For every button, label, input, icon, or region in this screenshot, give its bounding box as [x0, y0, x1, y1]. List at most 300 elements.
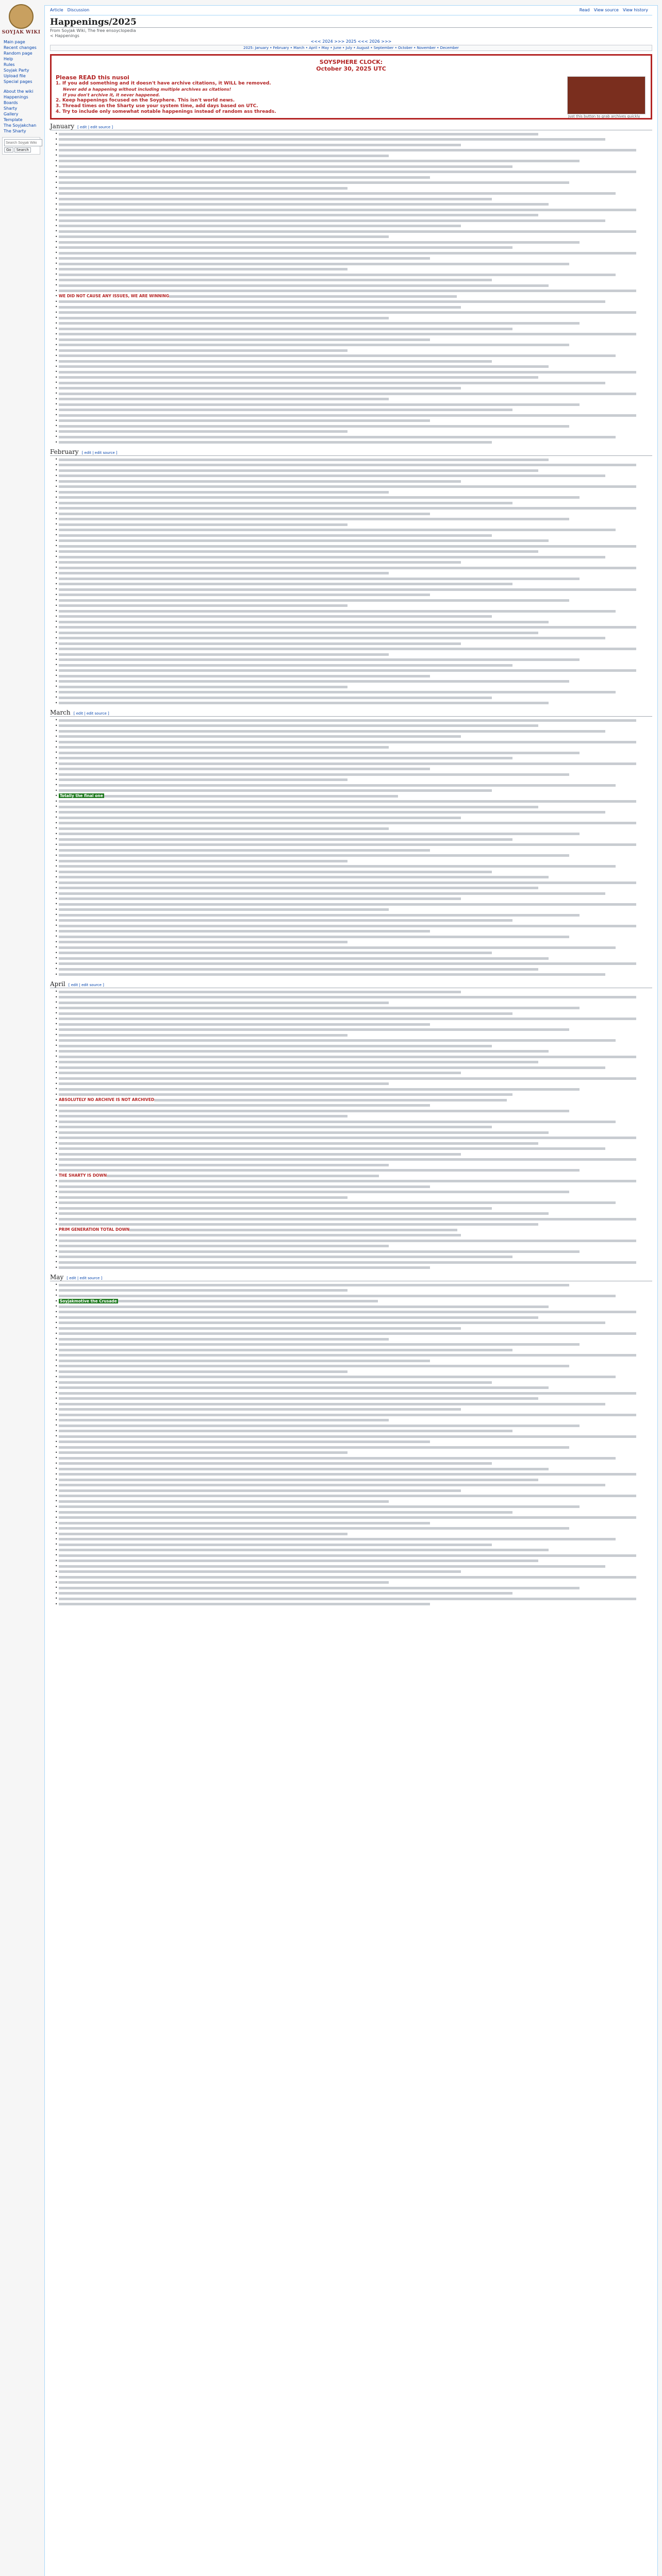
happening-entry [55, 224, 652, 229]
entry-text-placeholder [59, 675, 430, 677]
entry-text-placeholder [59, 1250, 580, 1253]
entries-march [50, 718, 652, 977]
entries-february [50, 457, 652, 706]
entry-text-placeholder [59, 322, 580, 325]
tab-left-1[interactable]: Discussion [67, 8, 90, 12]
page-subtitle: From Soyjak Wiki, The free ensoyclopedia [50, 28, 136, 33]
happening-entry [55, 1439, 652, 1445]
entry-text-placeholder [59, 1533, 347, 1535]
edit-section-link[interactable]: [ edit | edit source ] [73, 711, 109, 716]
happening-entry [55, 1407, 652, 1413]
entry-text-placeholder [59, 691, 616, 693]
happening-entry [55, 864, 652, 870]
entry-text-placeholder [59, 1538, 616, 1540]
happening-entry [55, 636, 652, 641]
happening-entry [55, 690, 652, 696]
sidebar [0, 0, 42, 158]
happening-entry [55, 402, 652, 408]
edit-section-link[interactable]: [ edit | edit source ] [81, 451, 118, 455]
sidebar-link-0[interactable]: About the wiki [4, 89, 34, 94]
happening-entry [55, 1515, 652, 1521]
entry-text-placeholder [59, 784, 616, 787]
happening-entry [55, 1032, 652, 1038]
entry-text-placeholder [59, 1306, 549, 1308]
clock-title: SOYSPHERE CLOCK: [319, 59, 383, 65]
entry-text-placeholder [59, 1414, 636, 1416]
sidebar-link-7[interactable]: The Sharty [4, 129, 26, 133]
entry-text-placeholder [59, 1240, 636, 1242]
month-title: May [50, 1274, 64, 1281]
entry-text-placeholder [59, 1370, 347, 1373]
happening-entry [55, 826, 652, 832]
happening-entry [55, 614, 652, 620]
sidebar-item-7[interactable]: Special pages [4, 79, 32, 84]
edit-section-link[interactable]: [ edit | edit source ] [67, 1276, 103, 1280]
happening-entry [55, 1564, 652, 1569]
entry-text-placeholder [59, 311, 636, 314]
entry-text-placeholder [59, 1164, 389, 1166]
entry-text-placeholder [59, 583, 512, 585]
happening-entry [55, 1288, 652, 1294]
notice-heading: Please READ this nusoi [56, 74, 129, 81]
entries-may [50, 1282, 652, 1607]
entry-text-placeholder [59, 806, 538, 808]
happening-entry [55, 479, 652, 484]
happening-entry [55, 1200, 652, 1206]
entry-text-placeholder [59, 556, 605, 558]
entry-text-placeholder [59, 1191, 569, 1193]
happening-entry [55, 1016, 652, 1022]
month-heading-march [50, 709, 652, 717]
happening-entry [55, 1353, 652, 1359]
sidebar-link-2[interactable]: Boards [4, 100, 18, 105]
notice-sub-1: Never add a happening without including multiple archives as citations! [63, 87, 231, 92]
entry-text-placeholder [59, 344, 569, 346]
happening-entry [55, 272, 652, 278]
happening-entry [55, 869, 652, 875]
year-nav[interactable]: <<< 2024 >>> 2025 <<< 2026 >>> [310, 39, 392, 44]
happening-entry [55, 1011, 652, 1016]
sidebar-item-5[interactable]: Soyjak Party [4, 68, 29, 73]
happening-entry [55, 332, 652, 337]
entry-text-placeholder [59, 854, 569, 857]
entry-text-placeholder [59, 1554, 636, 1557]
happening-entry [55, 728, 652, 734]
happening-entry [55, 788, 652, 794]
entry-text-placeholder [59, 887, 538, 889]
entry-text-placeholder [59, 973, 605, 976]
happening-entry [55, 1466, 652, 1472]
entry-text-placeholder [59, 865, 616, 868]
happening-entry [55, 1222, 652, 1228]
edit-section-link[interactable]: [ edit | edit source ] [77, 125, 113, 129]
months-nav[interactable]: 2025: January • February • March • April • May • June • July • August • September • October • November • December [50, 45, 652, 51]
entry-text-placeholder [59, 1570, 461, 1573]
logo-text: SOYJAK WIKI [2, 30, 41, 35]
happening-entry [55, 484, 652, 490]
entry-text-placeholder [59, 523, 347, 526]
tab-right-2[interactable]: View history [622, 8, 648, 12]
entry-text-placeholder [59, 464, 636, 466]
sidebar-link-3[interactable]: Sharty [4, 106, 18, 111]
entry-text-placeholder [59, 279, 492, 281]
entry-text-placeholder [59, 425, 569, 428]
search-button[interactable]: Search [14, 147, 31, 152]
happening-entry [55, 278, 652, 283]
month-heading-january [50, 123, 652, 130]
entry-text-placeholder [59, 637, 605, 639]
entry-text-placeholder [59, 1045, 492, 1047]
entry-text-placeholder [59, 1376, 616, 1378]
entry-text-placeholder [59, 1489, 461, 1492]
entry-text-placeholder [59, 594, 430, 596]
happening-entry [55, 608, 652, 614]
entry-text-placeholder [59, 393, 636, 395]
happening-entry [55, 1472, 652, 1478]
entry-text-placeholder [59, 1338, 389, 1341]
happening-entry [55, 1326, 652, 1331]
notice-rule-1: 1. If you add something and it doesn't have archive citations, it WILL be removed. [56, 81, 271, 86]
happening-entry [55, 353, 652, 359]
happening-entry [55, 848, 652, 853]
happening-entry [55, 842, 652, 848]
entry-text-placeholder [59, 897, 461, 900]
entry-text-placeholder [59, 241, 580, 244]
happening-entry [55, 1157, 652, 1163]
highlighted-text: THE SHARTY IS DOWN [58, 1173, 107, 1178]
happening-entry [55, 951, 652, 956]
happening-entry [55, 1542, 652, 1548]
entry-text-placeholder [59, 561, 461, 564]
sidebar-item-2[interactable]: Random page [4, 51, 32, 56]
entry-text-placeholder [59, 1327, 461, 1330]
sidebar-link-5[interactable]: Template [4, 117, 23, 122]
entry-text-placeholder [59, 1072, 461, 1074]
happening-entry [55, 967, 652, 972]
happening-entry [55, 1434, 652, 1439]
happening-entry [55, 1585, 652, 1591]
happening-entry [55, 625, 652, 631]
happening-entry [55, 391, 652, 397]
happening-entry [55, 1331, 652, 1337]
entry-text-placeholder [59, 371, 636, 374]
happening-entry [55, 408, 652, 413]
month-title: January [50, 123, 75, 130]
entry-text-placeholder [59, 268, 347, 270]
entry-text-placeholder [59, 914, 580, 917]
happening-entry [55, 343, 652, 348]
entry-text-placeholder [59, 192, 616, 195]
happening-entry [55, 256, 652, 262]
entry-text-placeholder [59, 1565, 605, 1568]
entry-text-placeholder [59, 398, 389, 400]
entry-text-placeholder [59, 833, 580, 835]
happening-entry [55, 1195, 652, 1200]
entry-text-placeholder [59, 469, 538, 472]
entry-text-placeholder [59, 1002, 389, 1004]
happening-entry [55, 1076, 652, 1081]
entry-text-placeholder [59, 1295, 616, 1297]
entry-text-placeholder [59, 719, 636, 722]
happening-entry [55, 576, 652, 582]
happening-entry [55, 386, 652, 392]
notice-rule-2: 2. Keep happenings focused on the Soyphere. This isn't world news. [56, 98, 235, 103]
happening-entry [55, 364, 652, 370]
entries-january [50, 131, 652, 445]
entry-text-placeholder [59, 800, 636, 803]
entry-text-placeholder [59, 1023, 430, 1026]
entry-text-placeholder [59, 1066, 605, 1069]
entry-text-placeholder [59, 317, 389, 319]
entry-text-placeholder [59, 507, 636, 510]
entry-text-placeholder [59, 306, 461, 309]
happening-entry [55, 1401, 652, 1407]
happening-entry [55, 1423, 652, 1429]
happening-entry [55, 1087, 652, 1092]
happening-entry [55, 1097, 652, 1103]
entry-text-placeholder [59, 225, 461, 227]
entry-text-placeholder [59, 1126, 492, 1128]
entry-text-placeholder [59, 1435, 636, 1438]
entry-text-placeholder [59, 485, 636, 488]
happening-entry [55, 1488, 652, 1494]
entry-text-placeholder [59, 1403, 605, 1405]
happening-entry [55, 522, 652, 528]
happening-entry [55, 1190, 652, 1195]
entry-text-placeholder [59, 436, 616, 438]
entry-text-placeholder [59, 1549, 549, 1551]
happening-entry [55, 283, 652, 289]
happening-entry [55, 517, 652, 522]
happening-entry [55, 1114, 652, 1120]
happening-entry [55, 995, 652, 1001]
breadcrumb[interactable]: < Happenings [50, 33, 79, 38]
happening-entry [55, 767, 652, 772]
highlighted-text: Soyjakmotive the Crusade [59, 1298, 117, 1303]
sidebar-item-1[interactable]: Recent changes [4, 45, 37, 50]
happening-entry [55, 777, 652, 783]
happening-entry [55, 907, 652, 913]
entry-text-placeholder [59, 1131, 549, 1134]
sidebar-link-4[interactable]: Gallery [4, 112, 19, 116]
happening-entry [55, 837, 652, 842]
sidebar-link-1[interactable]: Happenings [4, 95, 28, 99]
happening-entry [55, 1455, 652, 1461]
entry-text-placeholder [59, 680, 569, 683]
happening-entry [55, 245, 652, 251]
happening-entry [55, 1141, 652, 1146]
entry-text-placeholder [59, 539, 549, 542]
entry-text-placeholder [59, 1462, 492, 1465]
entry-text-placeholder [59, 882, 636, 884]
entry-text-placeholder [59, 572, 389, 574]
entry-text-placeholder [59, 908, 389, 911]
happening-entry [55, 1103, 652, 1109]
entry-text-placeholder [59, 1245, 389, 1247]
happening-entry [55, 858, 652, 864]
tab-bar [50, 8, 652, 15]
happening-entry [55, 218, 652, 224]
tabs-right [580, 8, 652, 15]
entry-text-placeholder [59, 1012, 512, 1015]
entry-text-placeholder [59, 349, 347, 352]
tab-right-0[interactable]: Read [579, 8, 590, 12]
entry-text-placeholder [59, 632, 538, 634]
happening-entry [55, 1391, 652, 1396]
happening-entry [55, 641, 652, 647]
entry-text-placeholder [59, 1207, 492, 1210]
happening-entry [55, 137, 652, 143]
entry-text-placeholder [59, 480, 461, 483]
happening-entry [55, 170, 652, 175]
happening-entry [55, 1504, 652, 1510]
happening-entry [55, 463, 652, 468]
entry-text-placeholder [59, 149, 636, 151]
entry-text-placeholder [59, 274, 616, 276]
happening-entry [55, 821, 652, 826]
happening-entry [55, 1049, 652, 1055]
sidebar-item-6[interactable]: Upload file [4, 74, 26, 78]
entry-text-placeholder [59, 1321, 605, 1324]
entry-text-placeholder [59, 1169, 580, 1172]
tab-right-1[interactable]: View source [593, 8, 619, 12]
entry-text-placeholder [59, 811, 605, 814]
happening-entry [55, 229, 652, 234]
month-heading-may [50, 1274, 652, 1281]
happening-entry [55, 397, 652, 402]
month-title: April [50, 980, 65, 988]
happening-entry [55, 289, 652, 294]
happening-entry [55, 337, 652, 343]
sidebar-item-4[interactable]: Rules [4, 62, 15, 67]
entry-text-placeholder [59, 664, 512, 667]
happening-entry [55, 549, 652, 555]
entry-text-placeholder [59, 430, 347, 433]
entry-text-placeholder [59, 144, 461, 146]
happening-entry [55, 1477, 652, 1483]
happening-entry [55, 1494, 652, 1499]
happening-entry [55, 500, 652, 506]
happening-entry [55, 1347, 652, 1353]
entry-text-placeholder [59, 219, 605, 222]
happening-entry [55, 418, 652, 424]
happening-entry [55, 538, 652, 544]
happening-entry [55, 1130, 652, 1136]
happening-entry [55, 544, 652, 549]
entry-text-placeholder [59, 409, 512, 411]
entry-text-placeholder [59, 214, 538, 216]
happening-entry [55, 756, 652, 761]
happening-entry [55, 554, 652, 560]
entry-text-placeholder [59, 263, 569, 265]
search-input[interactable] [4, 139, 42, 146]
entry-text-placeholder [59, 860, 347, 862]
tabs-left [50, 8, 93, 15]
entry-text-placeholder [59, 778, 347, 781]
entry-text-placeholder [59, 1581, 389, 1584]
entry-text-placeholder [59, 567, 636, 569]
happening-entry [55, 739, 652, 745]
entry-text-placeholder [59, 1360, 430, 1362]
entry-text-placeholder [59, 1451, 347, 1454]
sidebar-nav [0, 39, 42, 84]
entry-text-placeholder [154, 1099, 507, 1101]
happening-entry [55, 434, 652, 440]
happening-entry [55, 506, 652, 512]
wiki-logo[interactable] [0, 0, 42, 35]
entry-text-placeholder [59, 1468, 549, 1470]
happening-entry [55, 1574, 652, 1580]
happening-entry [55, 1265, 652, 1271]
sidebar-link-6[interactable]: The Soyjakchan [4, 123, 37, 128]
months-container [50, 123, 652, 1607]
happening-entry [55, 1602, 652, 1607]
entry-text-placeholder [59, 459, 549, 461]
happening-entry [55, 961, 652, 967]
happening-entry [55, 1054, 652, 1060]
happening-entry [55, 1071, 652, 1076]
entry-text-placeholder [59, 419, 430, 422]
entry-text-placeholder [59, 669, 636, 672]
happening-entry [55, 294, 652, 299]
entry-text-placeholder [59, 1153, 461, 1156]
happening-entry [55, 1548, 652, 1553]
entry-text-placeholder [59, 1392, 636, 1395]
happening-entry [55, 695, 652, 701]
happening-entry [55, 853, 652, 859]
entry-text-placeholder [59, 757, 512, 759]
entry-text-placeholder [59, 1137, 636, 1139]
happening-entry [55, 489, 652, 495]
entry-text-placeholder [59, 1223, 538, 1226]
edit-section-link[interactable]: [ edit | edit source ] [68, 983, 104, 987]
go-button[interactable]: Go [4, 147, 13, 152]
entry-text-placeholder [59, 155, 389, 157]
entry-text-placeholder [59, 876, 549, 878]
entry-text-placeholder [59, 1397, 538, 1400]
happening-entry [55, 598, 652, 603]
tab-left-0[interactable]: Article [50, 8, 63, 12]
entry-text-placeholder [59, 1527, 569, 1530]
sidebar-item-0[interactable]: Main page [4, 40, 25, 44]
entry-text-placeholder [59, 235, 389, 238]
sidebar-item-3[interactable]: Help [4, 57, 13, 61]
entry-text-placeholder [59, 952, 492, 954]
happening-entry [55, 1596, 652, 1602]
happening-entry [55, 321, 652, 327]
happening-entry [55, 1038, 652, 1044]
happening-entry [55, 1282, 652, 1288]
entry-text-placeholder [59, 165, 512, 168]
entry-text-placeholder [59, 621, 549, 623]
entry-text-placeholder [59, 529, 616, 531]
entry-text-placeholder [59, 1408, 461, 1411]
entry-text-placeholder [59, 1457, 616, 1460]
happening-entry [55, 304, 652, 310]
entry-text-placeholder [59, 1007, 580, 1009]
page-title: Happenings/2025 [50, 17, 652, 28]
happening-entry [55, 1151, 652, 1157]
happening-entry [55, 380, 652, 386]
happening-entry [55, 565, 652, 571]
entry-text-placeholder [59, 1440, 430, 1443]
entry-text-placeholder [59, 789, 492, 792]
happening-entry [55, 723, 652, 729]
happening-entry [55, 1125, 652, 1130]
entry-text-placeholder [59, 773, 569, 776]
happening-entry [55, 1320, 652, 1326]
entry-text-placeholder [59, 919, 512, 922]
